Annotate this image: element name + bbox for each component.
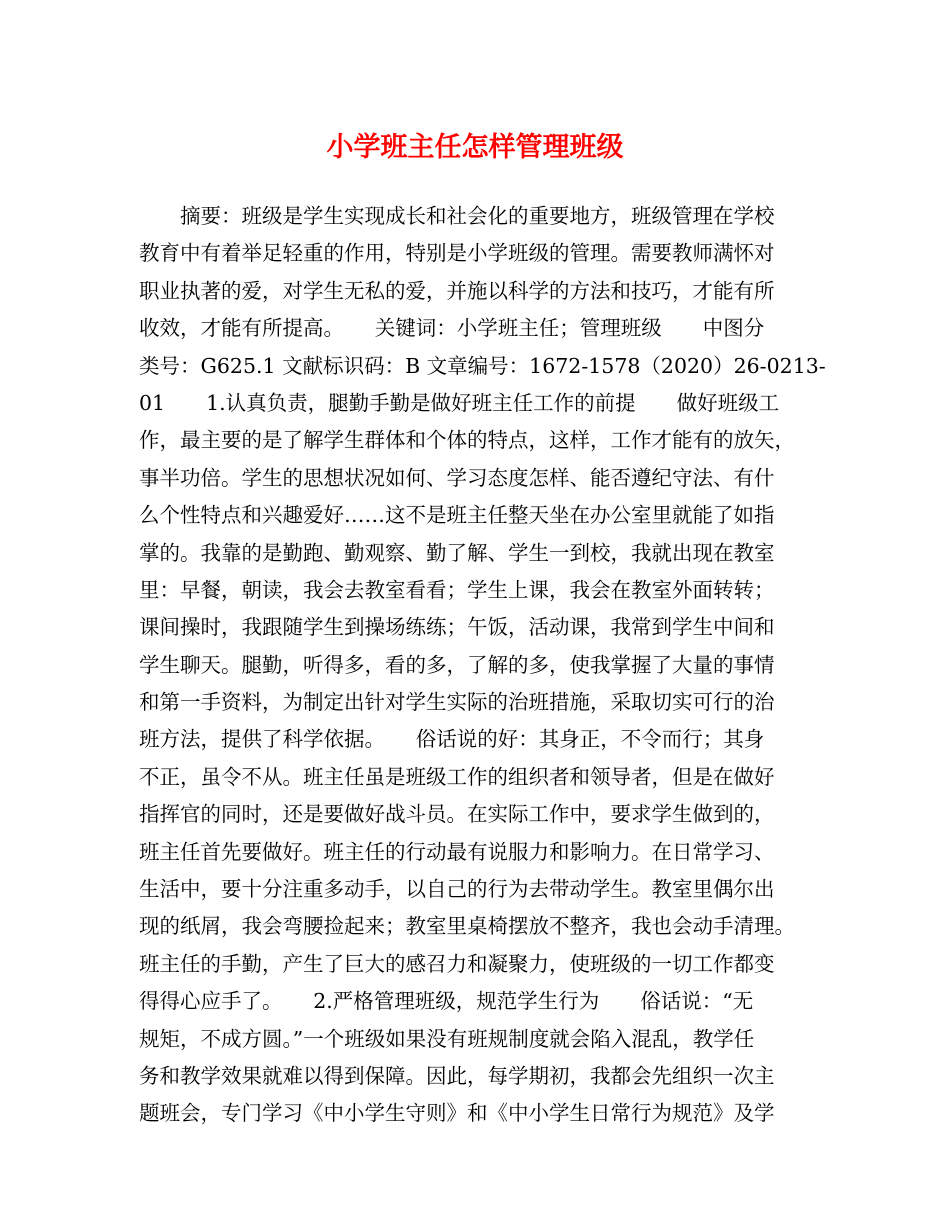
body-line: 题班会，专门学习《中小学生守则》和《中小学生日常行为规范》及学 <box>139 1101 775 1126</box>
body-line: 作，最主要的是了解学生群体和个体的特点，这样，工作才能有的放矢， <box>139 428 795 453</box>
body-line: 规矩，不成方圆。”一个班级如果没有班规制度就会陷入混乱，教学任 <box>139 1026 755 1051</box>
body-line: 课间操时，我跟随学生到操场练练；午饭，活动课，我常到学生中间和 <box>139 615 775 640</box>
body-line: 学生聊天。腿勤，听得多，看的多，了解的多，使我掌握了大量的事情 <box>139 652 775 677</box>
body-line: 收效，才能有所提高。 关键词：小学班主任；管理班级 中图分 <box>139 316 765 341</box>
body-line: 类号：G625.1 文献标识码：B 文章编号：1672-1578（2020）26-0213- <box>139 353 826 378</box>
body-line: 和第一手资料，为制定出针对学生实际的治班措施，采取切实可行的治 <box>139 690 775 715</box>
body-line: 教育中有着举足轻重的作用，特别是小学班级的管理。需要教师满怀对 <box>139 241 775 266</box>
body-line: 么个性特点和兴趣爱好……这不是班主任整天坐在办公室里就能了如指 <box>139 503 775 528</box>
document-body <box>139 198 829 1133</box>
body-line: 班主任首先要做好。班主任的行动最有说服力和影响力。在日常学习、 <box>139 839 775 864</box>
body-line: 职业执著的爱，对学生无私的爱，并施以科学的方法和技巧，才能有所 <box>139 278 775 303</box>
body-line: 指挥官的同时，还是要做好战斗员。在实际工作中，要求学生做到的， <box>139 802 775 827</box>
body-line: 01 1.认真负责，腿勤手勤是做好班主任工作的前提 做好班级工 <box>139 390 780 415</box>
body-line: 得得心应手了。 2.严格管理班级，规范学生行为 俗话说：“无 <box>139 989 754 1014</box>
body-line: 务和教学效果就难以得到保障。因此，每学期初，我都会先组织一次主 <box>139 1063 775 1088</box>
body-line: 事半功倍。学生的思想状况如何、学习态度怎样、能否遵纪守法、有什 <box>139 465 775 490</box>
body-line: 掌的。我靠的是勤跑、勤观察、勤了解、学生一到校，我就出现在教室 <box>139 540 775 565</box>
body-line: 班方法，提供了科学依据。 俗话说的好：其身正，不令而行；其身 <box>139 727 765 752</box>
body-line: 现的纸屑，我会弯腰捡起来；教室里桌椅摆放不整齐，我也会动手清理。 <box>139 914 795 939</box>
body-line: 生活中，要十分注重多动手，以自己的行为去带动学生。教室里偶尔出 <box>139 877 775 902</box>
body-line: 摘要：班级是学生实现成长和社会化的重要地方，班级管理在学校 <box>139 204 775 228</box>
body-line: 里：早餐，朝读，我会去教室看看；学生上课，我会在教室外面转转； <box>139 577 775 602</box>
document-title: 小学班主任怎样管理班级 <box>326 132 624 163</box>
body-line: 不正，虽令不从。班主任虽是班级工作的组织者和领导者，但是在做好 <box>139 764 775 789</box>
body-line: 班主任的手勤，产生了巨大的感召力和凝聚力，使班级的一切工作都变 <box>139 951 775 976</box>
